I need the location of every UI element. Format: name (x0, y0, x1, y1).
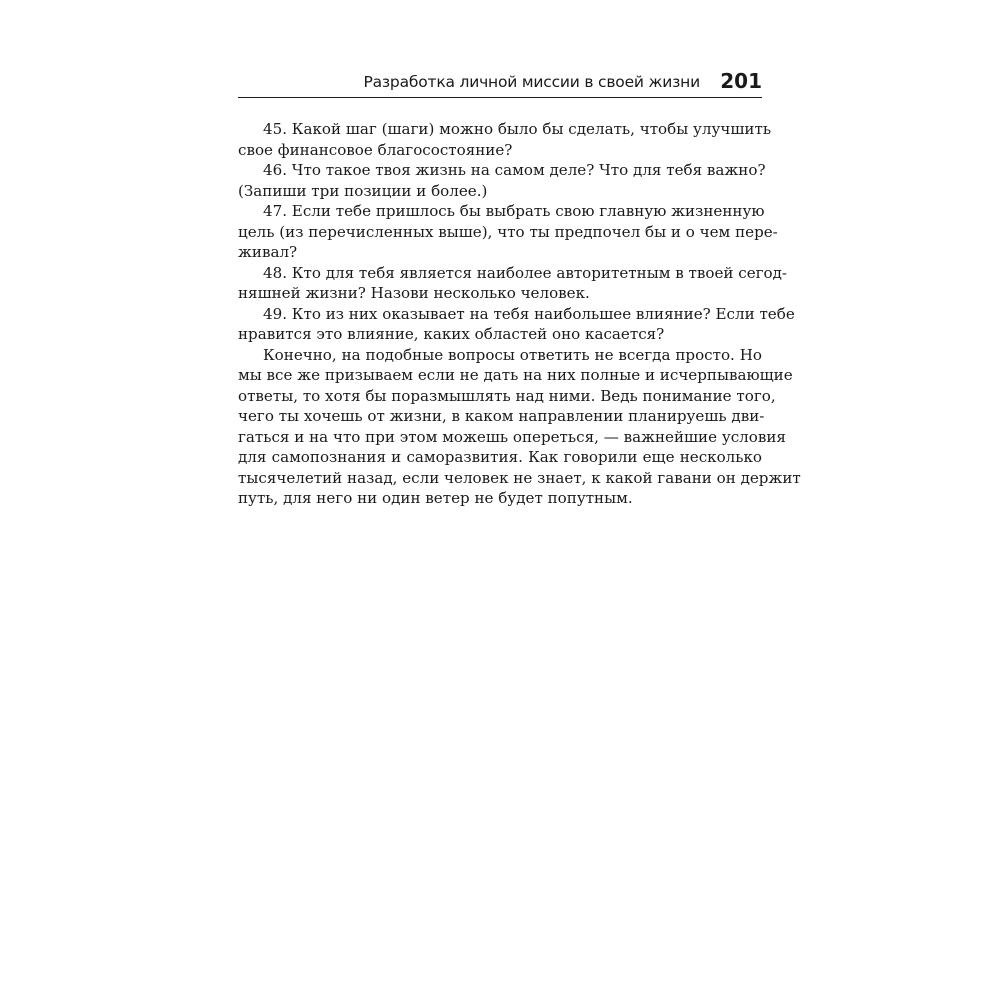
chapter-title: Разработка личной миссии в своей жизни (363, 73, 700, 91)
text-line: тысячелетий назад, если человек не знает, к какой гавани он держит (238, 468, 801, 487)
page-number: 201 (720, 69, 762, 93)
text-line: 46. Что такое твоя жизнь на самом деле? Что для тебя важно? (263, 161, 766, 179)
text-line: для самопознания и саморазвития. Как говорили еще несколько (238, 448, 762, 466)
text-line: 45. Какой шаг (шаги) можно было бы сделать, чтобы улучшить (263, 120, 772, 138)
text-line: (Запиши три позиции и более.) (238, 181, 488, 200)
text-line: гаться и на что при этом можешь опереться, — важнейшие условия (238, 427, 786, 446)
text-line: ответы, то хотя бы поразмышлять над ними. Ведь понимание того, (238, 386, 776, 405)
text-line: мы все же призываем если не дать на них полные и исчерпывающие (238, 366, 793, 384)
text-line: 47. Если тебе пришлось бы выбрать свою главную жизненную (263, 202, 765, 220)
running-header (238, 60, 762, 98)
text-line: 48. Кто для тебя является наиболее авторитетным в твоей сегод- (263, 263, 788, 282)
body-text (238, 119, 801, 509)
text-line: Конечно, на подобные вопросы ответить не всегда просто. Но (263, 345, 762, 364)
text-line: путь, для него ни один ветер не будет попутным. (238, 489, 633, 507)
text-line: нравится это влияние, каких областей оно касается? (238, 325, 665, 343)
text-line: цель (из перечисленных выше), что ты предпочел бы и о чем пере- (238, 222, 778, 241)
text-line: чего ты хочешь от жизни, в каком направлении планируешь дви- (238, 407, 765, 425)
text-line: живал? (238, 243, 298, 261)
book-page (238, 60, 801, 509)
text-line: 49. Кто из них оказывает на тебя наибольшее влияние? Если тебе (263, 304, 795, 323)
text-line: няшней жизни? Назови несколько человек. (238, 284, 590, 302)
text-line: свое финансовое благосостояние? (238, 140, 513, 159)
